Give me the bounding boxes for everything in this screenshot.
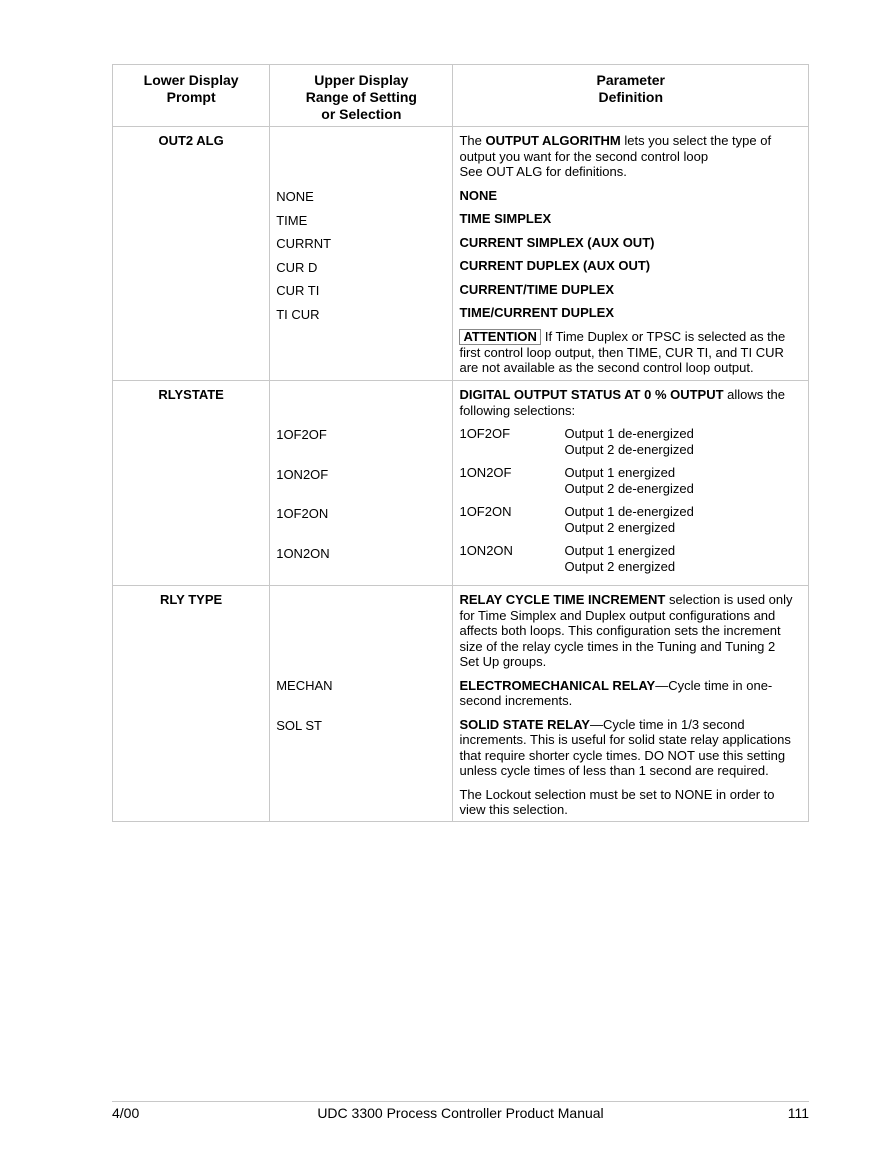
page-footer [112,1101,809,1121]
header-lower-display-prompt: Lower Display Prompt [113,65,270,127]
rlystate-option-1on2on: 1ON2ON Output 1 energized Output 2 energized [459,543,676,574]
options-out2-alg: NONE TIME CURRNT CUR D CUR TI TI CUR [270,127,453,381]
footer-page-number: 111 [787,1105,809,1121]
rlystate-option-1of2of: 1OF2OF Output 1 de-energized Output 2 de-energized [459,426,694,457]
options-rlystate: 1OF2OF 1ON2OF 1OF2ON 1ON2ON [270,381,453,586]
definition-rly-type [453,586,809,822]
rly-type-solst-def: SOLID STATE RELAY—Cycle time in 1/3 second increments. This is useful for solid state relay applications that require shorter cycle times. DO NOT use this setting unless cycle times of less than 1 second are required. [459,716,791,778]
prompt-rlystate: RLYSTATE [113,381,270,586]
footer-manual-title: UDC 3300 Process Controller Product Manual [317,1105,604,1121]
attention-note: ATTENTION If Time Duplex or TPSC is selected as the first control loop output, then TIME, CUR TI, and TI CUR are not available as the second control loop output. [459,328,786,375]
footer-date: 4/00 [112,1105,140,1121]
definition-out2-alg: The OUTPUT ALGORITHM lets you select the type of output you want for the second control loop See OUT ALG for definitions. NONE TIME SIMPLEX CURRENT SIMPLEX (AUX OUT) CURRENT DUPLEX (AUX OUT) CURRENT/TIME DUPLEX TIME/CURRENT DUPLEX ATTENTION If Time Duplex or TPSC is selected as the first control loop output, then TIME, CUR TI, and TI CUR are not available as the second control loop output. [453,127,809,381]
rly-type-mechan-def: ELECTROMECHANICAL RELAY—Cycle time in one- second increments. [459,677,773,708]
rly-type-lockout-note: The Lockout selection must be set to NONE in order to view this selection. [459,786,775,817]
header-upper-display-range: Upper Display Range of Setting or Selection [270,65,453,127]
header-parameter-definition: Parameter Definition [453,65,809,127]
prompt-out2-alg: OUT2 ALG [113,127,270,381]
rly-type-intro: RELAY CYCLE TIME INCREMENT selection is used only for Time Simplex and Duplex output configurations and affects both loops. This configuration sets the increment size of the relay cycle times in the Tuning and Tuning 2 Set Up groups. [459,592,793,669]
rlystate-intro: DIGITAL OUTPUT STATUS AT 0 % OUTPUT allows the following selections: [459,387,785,418]
options-rly-type: MECHAN SOL ST [270,586,453,822]
table-row-rlystate [113,381,809,586]
parameter-table [112,64,809,822]
definition-rlystate [453,381,809,586]
attention-badge: ATTENTION [459,329,540,345]
table-row-out2-alg [113,127,809,381]
rlystate-option-1on2of: 1ON2OF Output 1 energized Output 2 de-energized [459,465,694,496]
table-header [113,65,809,127]
rlystate-option-1of2on: 1OF2ON Output 1 de-energized Output 2 energized [459,504,694,535]
table-row-rly-type [113,586,809,822]
out2-alg-intro: The OUTPUT ALGORITHM lets you select the type of output you want for the second control loop See OUT ALG for definitions. [459,133,772,179]
prompt-rly-type: RLY TYPE [113,586,270,822]
